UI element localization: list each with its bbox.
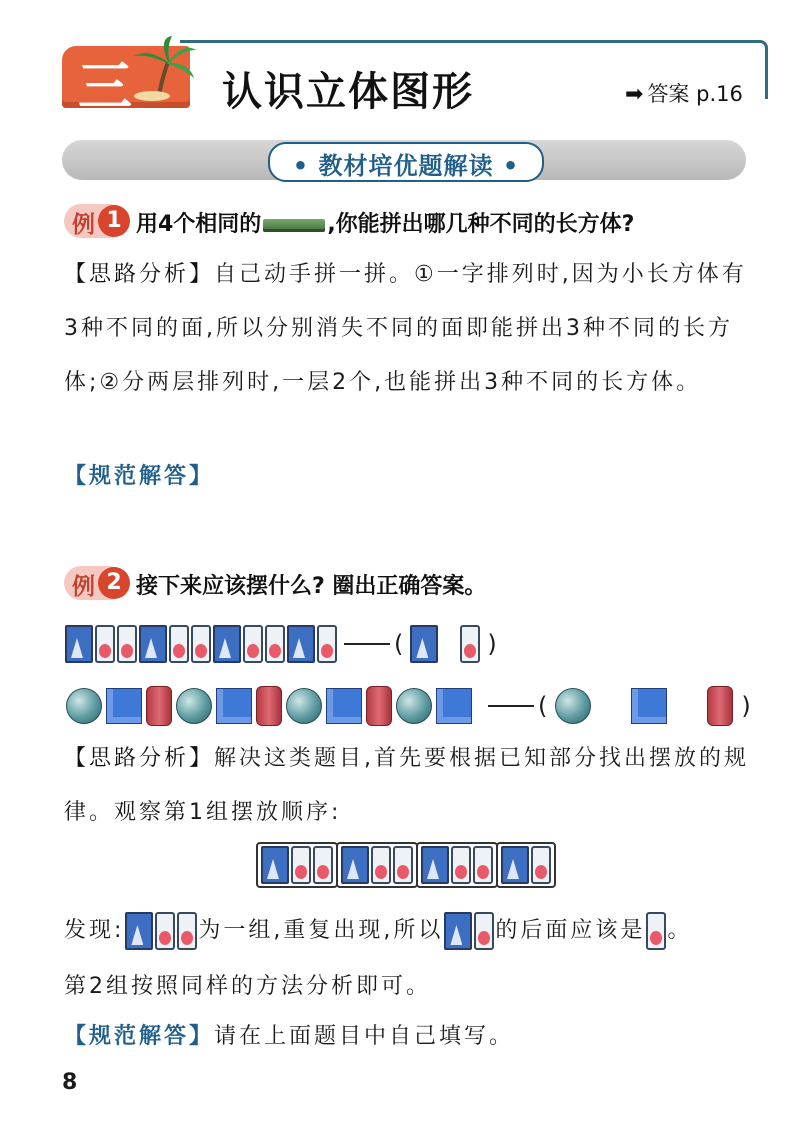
palm-tree-icon xyxy=(128,34,198,104)
cylinder-shape-icon xyxy=(366,686,392,726)
found-label: 发现: xyxy=(64,918,125,943)
cube-shape-icon xyxy=(216,688,252,724)
pattern-row-1 xyxy=(64,625,497,663)
example-tag-word: 例 xyxy=(72,212,95,238)
answer-blank[interactable] xyxy=(344,643,390,645)
example-1-analysis xyxy=(64,248,754,410)
question-text-part1: 用4个相同的 xyxy=(136,212,262,237)
cup-shape-icon xyxy=(474,912,494,950)
box-shape-icon xyxy=(341,846,369,884)
group2-note: 第2组按照同样的方法分析即可。 xyxy=(64,974,431,999)
cup-shape-icon xyxy=(460,625,480,663)
ball-shape-icon xyxy=(66,688,102,724)
cylinder-shape-icon xyxy=(146,686,172,726)
found-line xyxy=(64,912,692,950)
cup-shape-icon xyxy=(177,912,197,950)
example-1-answer-label: 【规范解答】 xyxy=(64,464,215,489)
box-shape-icon xyxy=(421,846,449,884)
paren-open: ( xyxy=(394,630,404,658)
cup-shape-icon xyxy=(243,625,263,663)
box-shape-icon xyxy=(287,625,315,663)
section-title: • 教材培优题解读 • xyxy=(292,152,520,180)
pattern-group xyxy=(496,842,556,888)
example-2-question: 接下来应该摆什么? 圈出正确答案。 xyxy=(136,574,487,599)
cup-shape-icon xyxy=(191,625,211,663)
cube-shape-icon xyxy=(326,688,362,724)
cylinder-shape-icon xyxy=(707,686,733,726)
box-shape-icon xyxy=(139,625,167,663)
cup-shape-icon xyxy=(313,846,333,884)
box-shape-icon xyxy=(261,846,289,884)
answer-text: 请在上面题目中自己填写。 xyxy=(214,1024,515,1049)
question-text-part2: ,你能拼出哪几种不同的长方体? xyxy=(327,212,635,237)
cup-shape-icon xyxy=(646,912,666,950)
paren-close: ) xyxy=(487,630,497,658)
cup-shape-icon xyxy=(451,846,471,884)
option-cube[interactable] xyxy=(629,688,669,724)
box-shape-icon xyxy=(213,625,241,663)
cup-shape-icon xyxy=(291,846,311,884)
cup-shape-icon xyxy=(473,846,493,884)
box-shape-icon xyxy=(410,625,438,663)
ball-shape-icon xyxy=(396,688,432,724)
cup-shape-icon xyxy=(169,625,189,663)
option-cylinder[interactable] xyxy=(705,686,735,726)
answer-label: 【规范解答】 xyxy=(64,1024,215,1049)
cup-shape-icon xyxy=(117,625,137,663)
arrow-right-icon: ➡ xyxy=(625,82,644,107)
example-1-question xyxy=(136,207,634,238)
found-period: 。 xyxy=(667,918,693,943)
ball-shape-icon xyxy=(555,688,591,724)
pattern-group xyxy=(256,842,338,888)
paren-close: ) xyxy=(741,692,751,720)
option-box[interactable] xyxy=(409,625,439,663)
analysis-label: 【思路分析】 xyxy=(64,746,215,771)
box-shape-icon xyxy=(444,912,472,950)
answer-reference-text: 答案 p.16 xyxy=(647,82,743,106)
example-tag-number: 1 xyxy=(98,205,130,237)
answer-blank[interactable] xyxy=(488,705,534,707)
pattern-group xyxy=(416,842,498,888)
example-tag-number: 2 xyxy=(98,567,130,599)
cup-shape-icon xyxy=(155,912,175,950)
answer-reference xyxy=(625,78,743,108)
found-text-end: 的后面应该是 xyxy=(495,918,646,943)
cup-shape-icon xyxy=(531,846,551,884)
long-block-icon xyxy=(263,219,325,232)
grouped-pattern xyxy=(256,842,554,888)
ball-shape-icon xyxy=(176,688,212,724)
box-shape-icon xyxy=(501,846,529,884)
analysis-text: 解决这类题目,首先要根据已知部分找出摆放的规律。观察第1组摆放顺序: xyxy=(64,746,750,825)
cup-shape-icon xyxy=(317,625,337,663)
option-cup[interactable] xyxy=(459,625,481,663)
cup-shape-icon xyxy=(393,846,413,884)
example-2-analysis xyxy=(64,732,754,840)
cylinder-shape-icon xyxy=(256,686,282,726)
option-ball[interactable] xyxy=(553,688,593,724)
unit-number: 三 xyxy=(78,55,132,118)
found-text-mid: 为一组,重复出现,所以 xyxy=(198,918,444,943)
ball-shape-icon xyxy=(286,688,322,724)
analysis-text: 自己动手拼一拼。①一字排列时,因为小长方体有3种不同的面,所以分别消失不同的面即能拼出3种不同的长方体;②分两层排列时,一层2个,也能拼出3种不同的长方体。 xyxy=(64,262,747,395)
page-title: 认识立体图形 xyxy=(222,69,474,115)
example-tag-word: 例 xyxy=(72,574,95,600)
page-number: 8 xyxy=(62,1070,78,1095)
analysis-label: 【思路分析】 xyxy=(64,262,215,287)
box-shape-icon xyxy=(65,625,93,663)
paren-open: ( xyxy=(538,692,548,720)
pattern-group xyxy=(336,842,418,888)
cup-shape-icon xyxy=(371,846,391,884)
cube-shape-icon xyxy=(436,688,472,724)
pattern-row-2 xyxy=(64,686,751,726)
cube-shape-icon xyxy=(631,688,667,724)
example-2-answer xyxy=(64,1010,754,1064)
cup-shape-icon xyxy=(95,625,115,663)
cube-shape-icon xyxy=(106,688,142,724)
box-shape-icon xyxy=(125,912,153,950)
cup-shape-icon xyxy=(265,625,285,663)
